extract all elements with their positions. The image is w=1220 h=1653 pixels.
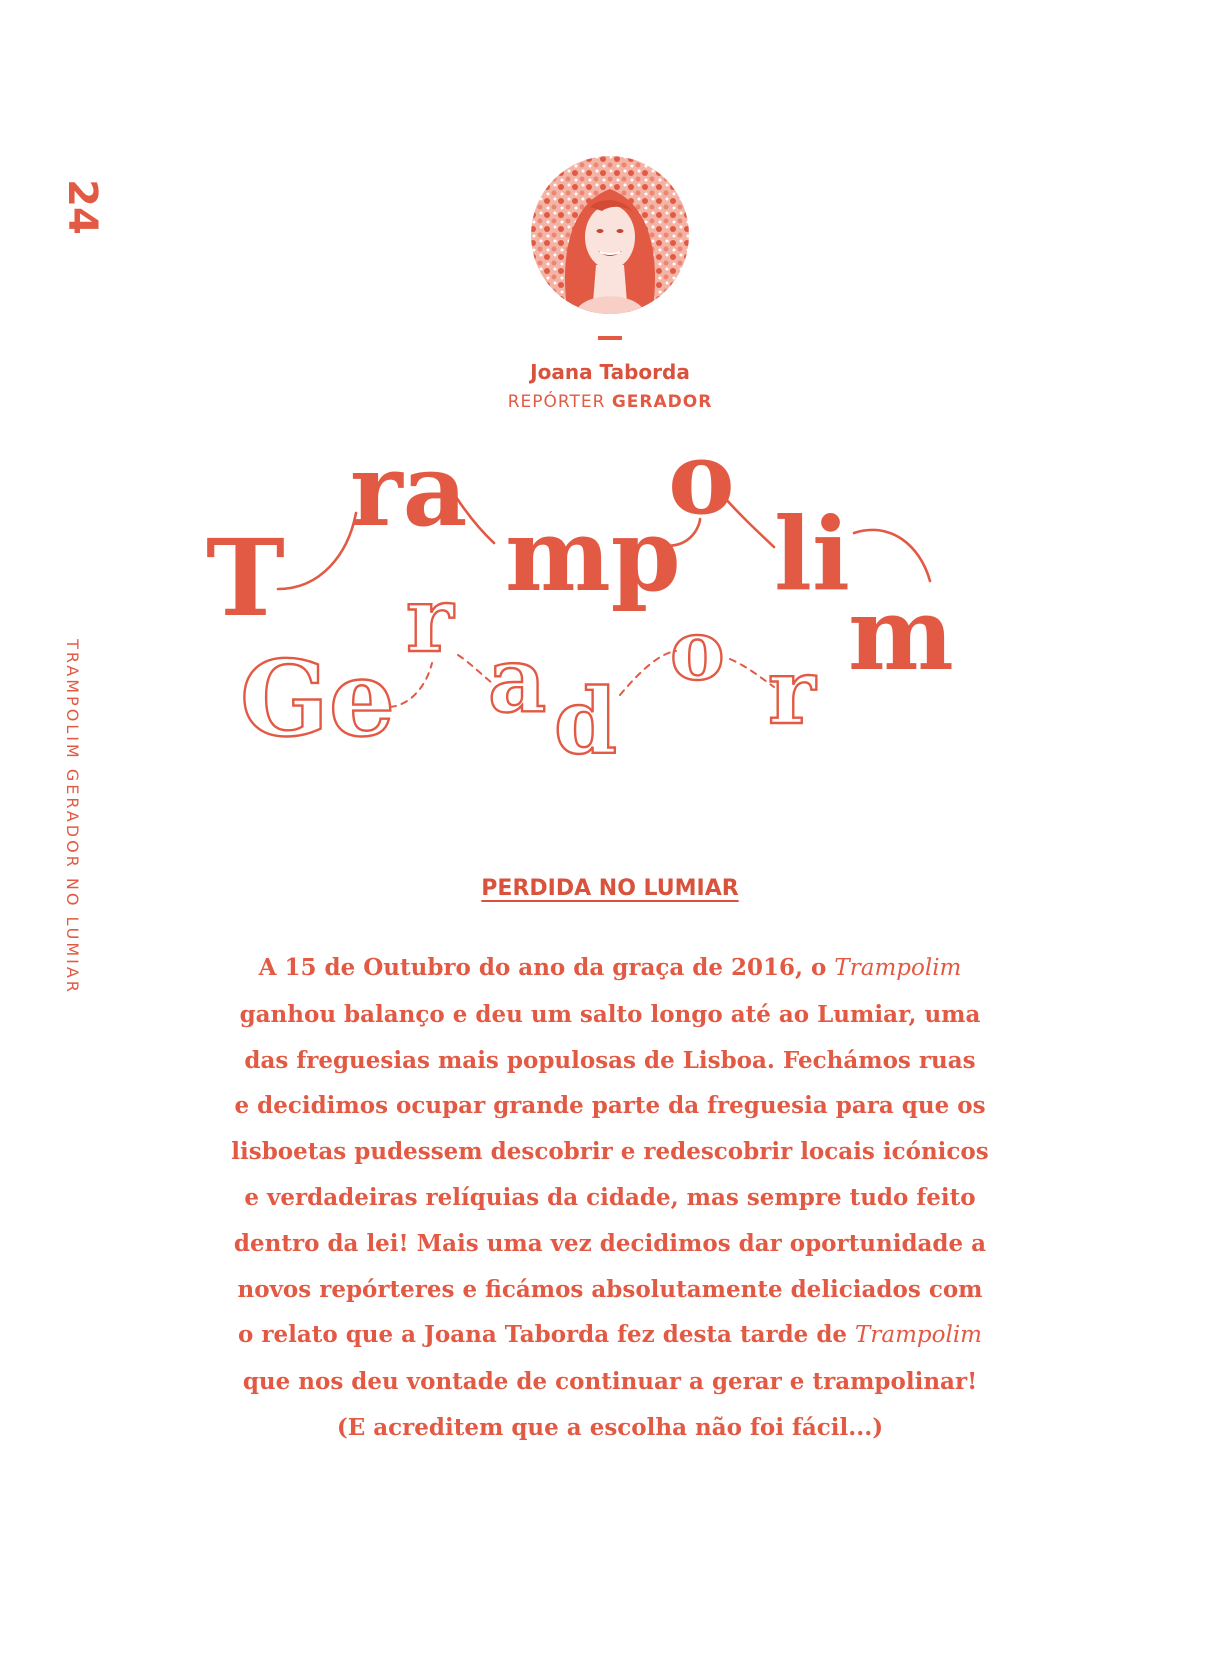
author-name: Joana Taborda — [530, 360, 690, 384]
wordmark-letters-li: li — [774, 495, 850, 613]
wordmark-letter-d: d — [554, 669, 617, 775]
author-role-brand: GERADOR — [611, 392, 713, 412]
wordmark-letter-r1: r — [406, 567, 454, 673]
intro-line: dentro da lei! Mais uma vez decidimos dar oportunidade a — [233, 1229, 987, 1257]
intro-paragraph — [220, 945, 1000, 1451]
intro-line: lisboetas pudessem descobrir e redescobrir locais icónicos — [231, 1138, 989, 1166]
intro-line: e verdadeiras relíquias da cidade, mas sempre tudo feito — [244, 1183, 976, 1211]
author-avatar — [530, 155, 690, 315]
intro-line: que nos deu vontade de continuar a gerar e trampolinar! — [242, 1368, 978, 1396]
wordmark-letters-Ge: Ge — [240, 637, 395, 760]
intro-line — [220, 945, 1000, 992]
trampolim-italic: Trampolim — [834, 955, 962, 981]
intro-line: ganhou balanço e deu um salto longo até ao Lumiar, uma — [239, 1000, 981, 1028]
page-number: 24 — [59, 179, 105, 235]
wordmark-letter-r2: r — [768, 639, 816, 745]
wordmark-letter-T: T — [206, 515, 285, 640]
intro-line — [220, 1312, 1000, 1359]
wordmark-letters-ra: ra — [350, 455, 468, 549]
author-role-prefix: REPÓRTER — [507, 392, 606, 412]
intro-text: o relato que a Joana Taborda fez desta tarde de — [237, 1321, 856, 1349]
intro-line: (E acreditem que a escolha não foi fácil...) — [336, 1413, 884, 1441]
intro-text: A 15 de Outubro do ano da graça de 2016, o — [258, 954, 835, 981]
side-running-title: TRAMPOLIM GERADOR NO LUMIAR — [63, 639, 82, 995]
author-divider — [598, 336, 622, 340]
wordmark-letter-o: o — [668, 455, 735, 537]
wordmark-letters-mp: mp — [505, 496, 681, 614]
trampolim-gerador-wordmark — [200, 455, 1020, 810]
wordmark-letter-m: m — [848, 575, 954, 693]
intro-line: e decidimos ocupar grande parte da freguesia para que os — [234, 1092, 986, 1120]
wordmark-letter-a: a — [488, 627, 547, 733]
trampolim-italic: Trampolim — [855, 1322, 982, 1349]
intro-line: das freguesias mais populosas de Lisboa. Fechámos ruas — [244, 1046, 976, 1074]
author-role — [410, 392, 810, 412]
section-heading: PERDIDA NO LUMIAR — [481, 876, 739, 901]
wordmark-letter-o2: o — [670, 603, 725, 699]
intro-line: novos repórteres e ficámos absolutamente deliciados com — [237, 1275, 983, 1303]
